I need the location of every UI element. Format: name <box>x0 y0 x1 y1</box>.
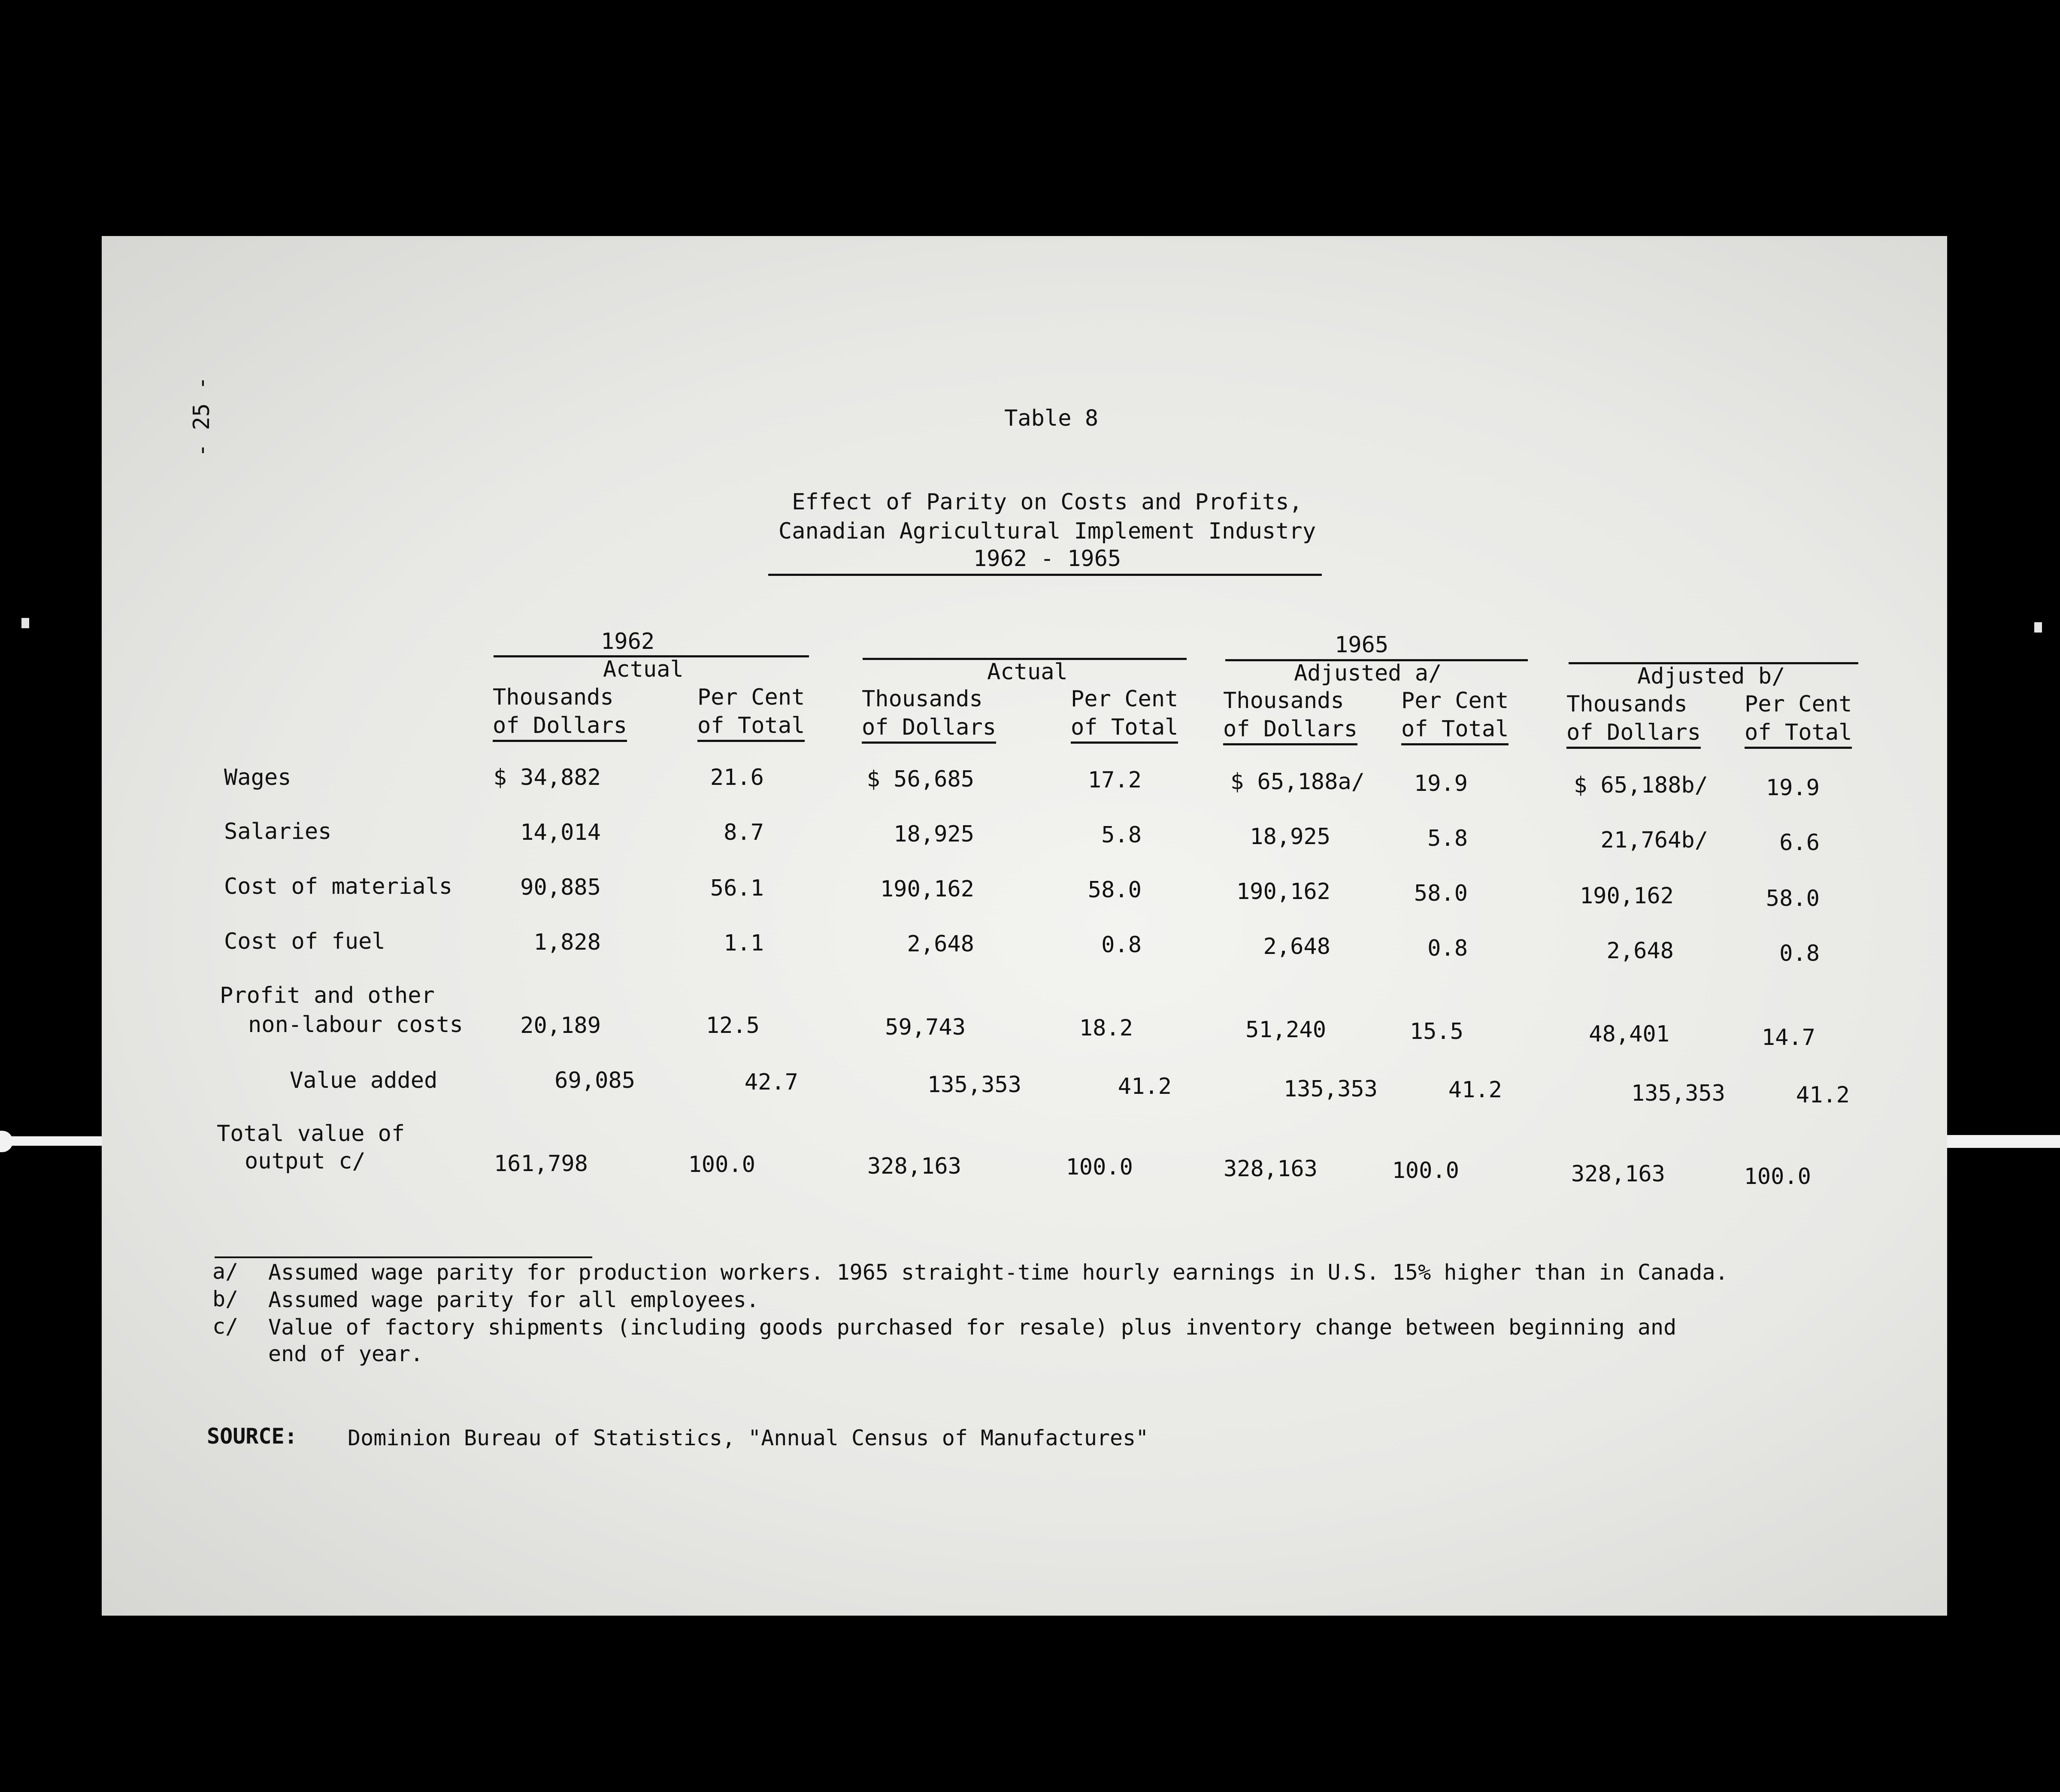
col-header-1965-actual-thousands: Thousands of Dollars <box>862 685 996 744</box>
cell-salaries-adjusted-b-percent: 6.6 <box>1779 830 1820 856</box>
cell-value-added-adjusted-b-thousands: 135,353 <box>1631 1081 1725 1106</box>
cell-profit-adjusted-a-percent: 15.5 <box>1409 1019 1463 1044</box>
table-title-line-3: 1962 - 1965 <box>973 546 1121 572</box>
table-title-line-1: Effect of Parity on Costs and Profits, <box>792 489 1303 515</box>
row-label-total-line-2: output c/ <box>245 1148 366 1174</box>
cell-salaries-adjusted-a-percent: 5.8 <box>1427 826 1468 851</box>
col-header-adjusted-b-percent: Per Cent of Total <box>1745 690 1852 749</box>
cell-wages-adjusted-a-thousands: $ 65,188a/ <box>1230 769 1365 795</box>
cell-total-1965-actual-percent: 100.0 <box>1066 1154 1133 1180</box>
cell-total-1962-percent: 100.0 <box>688 1152 755 1178</box>
cell-salaries-adjusted-b-thousands: 21,764b/ <box>1600 827 1708 853</box>
cell-materials-adjusted-b-thousands: 190,162 <box>1579 883 1674 909</box>
film-edge-mark-left-line <box>0 1136 103 1146</box>
cell-fuel-adjusted-b-thousands: 2,648 <box>1606 938 1674 964</box>
page-number: - 25 - <box>189 376 215 457</box>
title-underline <box>768 574 1322 576</box>
cell-profit-adjusted-b-thousands: 48,401 <box>1589 1021 1669 1047</box>
cell-total-adjusted-b-thousands: 328,163 <box>1571 1161 1665 1187</box>
cell-profit-1965-actual-percent: 18.2 <box>1079 1015 1133 1041</box>
header-adjusted-b: Adjusted b/ <box>1637 663 1785 689</box>
cell-fuel-1962-percent: 1.1 <box>724 930 764 956</box>
footnote-b-text: Assumed wage parity for all employees. <box>268 1287 759 1312</box>
cell-value-added-adjusted-a-thousands: 135,353 <box>1283 1076 1378 1102</box>
header-adjusted-a: Adjusted a/ <box>1294 660 1442 686</box>
col-header-1965-actual-percent: Per Cent of Total <box>1071 685 1178 744</box>
cell-profit-1965-actual-thousands: 59,743 <box>885 1014 966 1040</box>
cell-materials-1962-percent: 56.1 <box>710 875 764 901</box>
cell-fuel-1965-actual-percent: 0.8 <box>1101 932 1142 958</box>
cell-fuel-adjusted-b-percent: 0.8 <box>1779 941 1820 966</box>
cell-total-adjusted-a-thousands: 328,163 <box>1223 1156 1318 1182</box>
cell-profit-1962-percent: 12.5 <box>706 1013 760 1038</box>
col-header-adjusted-a-percent: Per Cent of Total <box>1401 687 1509 745</box>
row-label-value-added: Value added <box>290 1068 438 1093</box>
cell-profit-1962-thousands: 20,189 <box>520 1013 601 1038</box>
cell-materials-1965-actual-thousands: 190,162 <box>880 876 974 902</box>
source-text: Dominion Bureau of Statistics, "Annual Census of Manufactures" <box>348 1426 1149 1450</box>
col-header-adjusted-a-thousands: Thousands of Dollars <box>1223 687 1357 745</box>
cell-fuel-1962-thousands: 1,828 <box>533 929 601 955</box>
header-year-1965: 1965 <box>1335 632 1389 658</box>
cell-materials-adjusted-a-percent: 58.0 <box>1414 881 1468 906</box>
header-1962-actual: Actual <box>603 657 684 682</box>
cell-profit-adjusted-a-thousands: 51,240 <box>1245 1017 1326 1043</box>
cell-value-added-1965-actual-thousands: 135,353 <box>927 1072 1021 1098</box>
col-header-1962-thousands: Thousands of Dollars <box>493 683 627 742</box>
footnote-b-mark: b/ <box>212 1286 239 1311</box>
footnote-separator <box>215 1256 592 1258</box>
table-title-line-2: Canadian Agricultural Implement Industry <box>778 518 1316 544</box>
cell-wages-1962-percent: 21.6 <box>710 765 764 790</box>
cell-total-adjusted-b-percent: 100.0 <box>1744 1164 1811 1190</box>
cell-materials-1962-thousands: 90,885 <box>520 875 601 900</box>
row-label-wages: Wages <box>224 765 291 790</box>
footnote-c-text: Value of factory shipments (including goods purchased for resale) plus inventory change between beginning and <box>268 1315 1677 1340</box>
document-page <box>102 236 1947 1616</box>
cell-value-added-1962-percent: 42.7 <box>744 1069 798 1095</box>
row-label-cost-of-materials: Cost of materials <box>224 874 453 899</box>
cell-fuel-adjusted-a-thousands: 2,648 <box>1263 934 1330 960</box>
cell-salaries-1965-actual-percent: 5.8 <box>1101 822 1142 848</box>
cell-salaries-1962-thousands: 14,014 <box>520 820 601 845</box>
cell-salaries-1965-actual-thousands: 18,925 <box>894 821 974 847</box>
cell-fuel-adjusted-a-percent: 0.8 <box>1427 935 1468 961</box>
footnote-c-mark: c/ <box>212 1314 239 1339</box>
footnote-a-mark: a/ <box>212 1259 239 1284</box>
header-1965-actual: Actual <box>987 659 1068 685</box>
cell-wages-adjusted-b-thousands: $ 65,188b/ <box>1573 772 1708 798</box>
footnote-c-text-continued: end of year. <box>268 1341 424 1366</box>
cell-wages-1965-actual-percent: 17.2 <box>1088 767 1142 793</box>
cell-materials-adjusted-a-thousands: 190,162 <box>1236 879 1330 905</box>
cell-salaries-adjusted-a-thousands: 18,925 <box>1250 824 1330 850</box>
film-tick-left <box>21 618 29 628</box>
cell-salaries-1962-percent: 8.7 <box>724 820 764 845</box>
film-edge-mark-right <box>1931 1135 2060 1148</box>
cell-wages-1962-thousands: $ 34,882 <box>493 765 601 790</box>
cell-wages-adjusted-a-percent: 19.9 <box>1414 771 1468 796</box>
cell-fuel-1965-actual-thousands: 2,648 <box>907 931 974 957</box>
row-label-profit-line-1: Profit and other <box>220 983 435 1008</box>
cell-value-added-adjusted-b-percent: 41.2 <box>1796 1082 1850 1108</box>
row-label-salaries: Salaries <box>224 819 332 845</box>
cell-total-1965-actual-thousands: 328,163 <box>867 1153 961 1179</box>
cell-wages-1965-actual-thousands: $ 56,685 <box>866 766 974 792</box>
row-label-profit-line-2: non-labour costs <box>248 1012 463 1038</box>
col-header-adjusted-b-thousands: Thousands of Dollars <box>1566 690 1701 749</box>
cell-total-1962-thousands: 161,798 <box>494 1151 588 1177</box>
header-year-1962: 1962 <box>601 629 655 654</box>
cell-materials-adjusted-b-percent: 58.0 <box>1766 886 1820 911</box>
cell-wages-adjusted-b-percent: 19.9 <box>1766 775 1820 801</box>
cell-total-adjusted-a-percent: 100.0 <box>1392 1158 1459 1184</box>
row-label-cost-of-fuel: Cost of fuel <box>224 929 385 954</box>
col-header-1962-percent: Per Cent of Total <box>697 683 805 742</box>
cell-value-added-adjusted-a-percent: 41.2 <box>1448 1077 1502 1103</box>
cell-value-added-1962-thousands: 69,085 <box>554 1068 635 1093</box>
cell-profit-adjusted-b-percent: 14.7 <box>1761 1025 1815 1050</box>
cell-materials-1965-actual-percent: 58.0 <box>1088 877 1142 903</box>
source-label: SOURCE: <box>207 1424 297 1449</box>
film-tick-right <box>2034 622 2042 633</box>
footnote-a-text: Assumed wage parity for production workers. 1965 straight-time hourly earnings in U.S. 15% higher than in Canada. <box>268 1260 1728 1285</box>
cell-value-added-1965-actual-percent: 41.2 <box>1118 1074 1172 1099</box>
table-label: Table 8 <box>1004 406 1099 431</box>
row-label-total-line-1: Total value of <box>217 1121 405 1147</box>
